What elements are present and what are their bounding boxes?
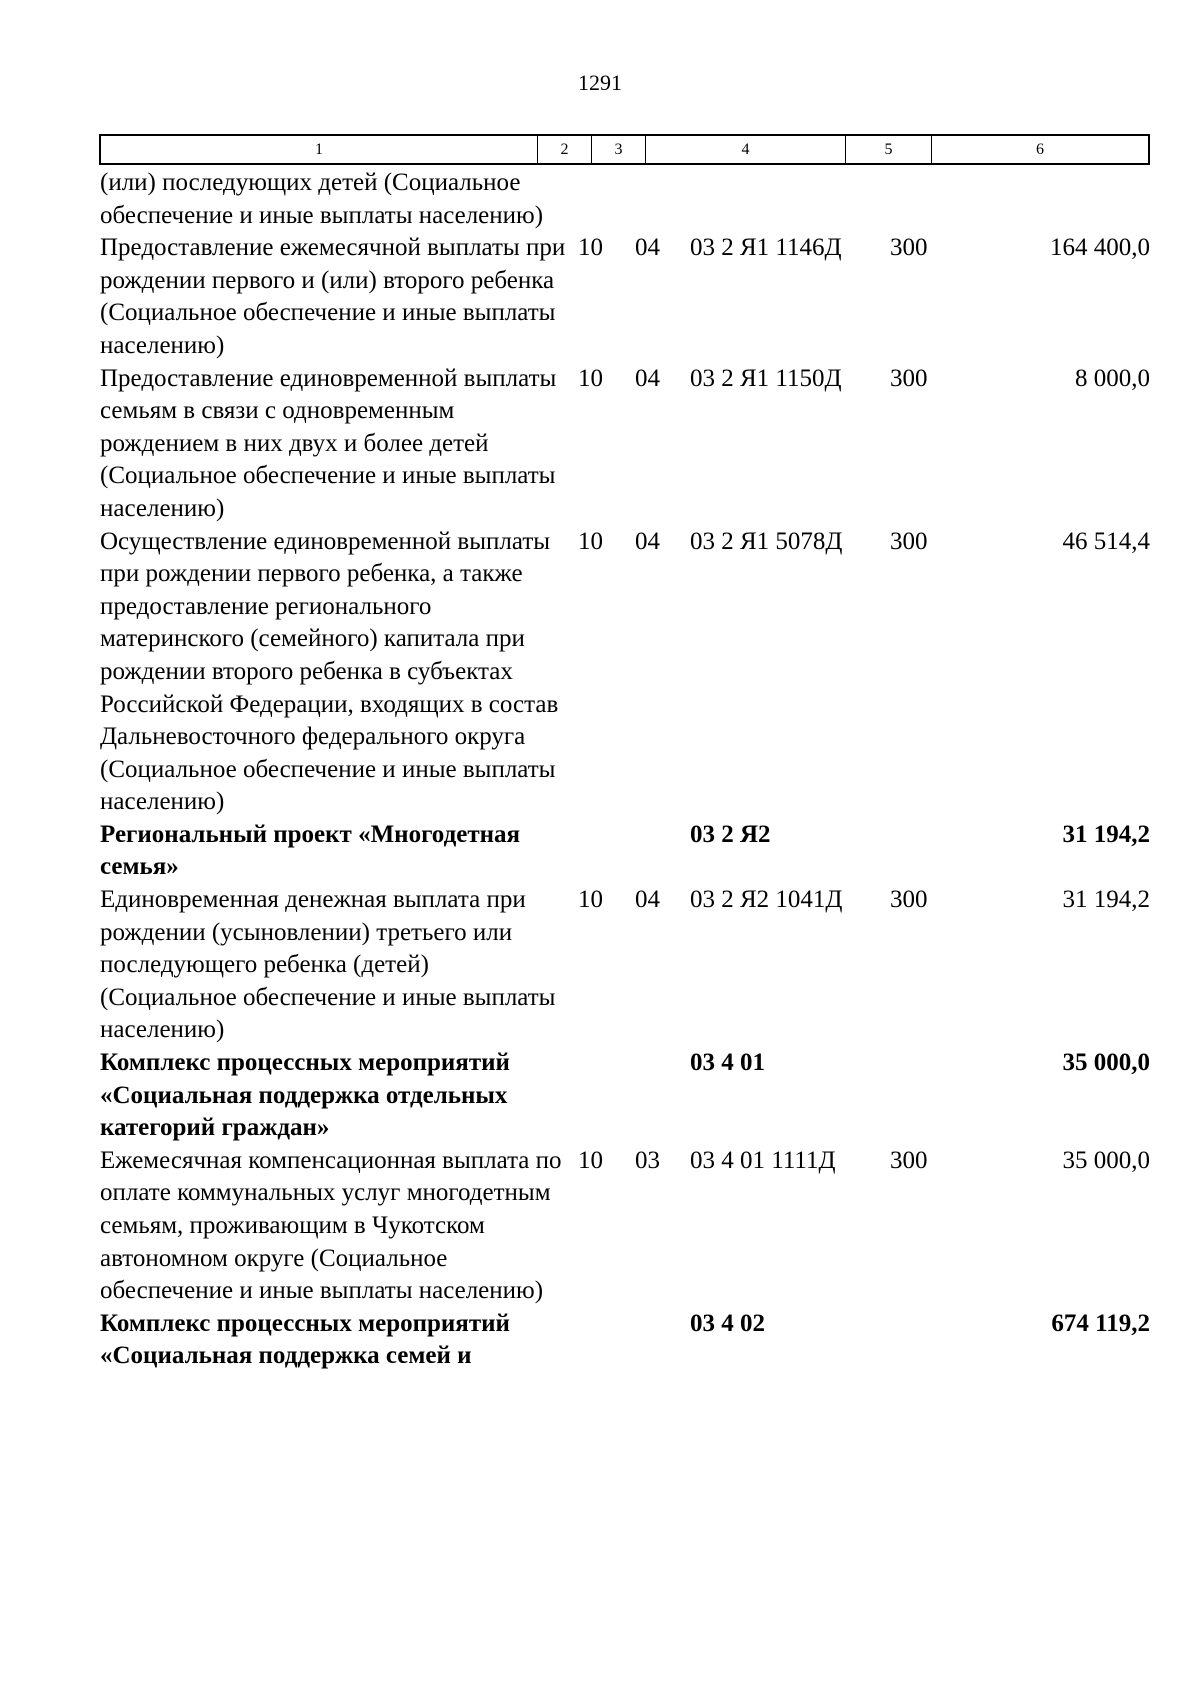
row-sum: 8 000,0 — [1075, 364, 1150, 392]
row-rz: 10 — [578, 527, 603, 555]
row-vr — [886, 1308, 972, 1373]
row-vr: 300 — [890, 527, 928, 555]
row-csr: 03 4 02 — [690, 1309, 765, 1337]
row-description: Предоставление ежемесячной выплаты при рождении первого и (или) второго ребенка (Социальное обеспечение и иные выплаты населению) — [100, 234, 566, 359]
row-sum: 674 119,2 — [1051, 1309, 1150, 1337]
row-vr — [886, 167, 972, 232]
row-csr: 03 2 Я1 1150Д — [690, 364, 842, 392]
table-row — [100, 526, 1150, 819]
row-sum: 164 400,0 — [1050, 234, 1150, 262]
table-row-section — [100, 819, 1150, 884]
header-col-3: 3 — [592, 136, 646, 163]
row-description: Комплекс процессных мероприятий «Социальная поддержка отдельных категорий граждан» — [100, 1049, 510, 1142]
table-row — [100, 167, 1150, 232]
row-rz: 10 — [578, 1146, 603, 1174]
row-vr: 300 — [890, 364, 928, 392]
row-csr — [686, 167, 886, 232]
row-pr — [629, 1308, 686, 1373]
row-description: Региональный проект «Многодетная семья» — [100, 820, 521, 881]
table-row — [100, 232, 1150, 362]
row-sum: 35 000,0 — [1062, 1049, 1150, 1077]
table-row — [100, 363, 1150, 526]
row-rz: 10 — [578, 234, 603, 262]
row-rz: 10 — [578, 364, 603, 392]
row-vr — [886, 819, 972, 884]
row-sum: 31 194,2 — [1062, 820, 1150, 848]
row-rz — [572, 819, 629, 884]
row-rz — [572, 167, 629, 232]
row-pr: 04 — [635, 527, 660, 555]
table-row-section — [100, 1047, 1150, 1145]
row-pr: 04 — [635, 886, 660, 914]
row-description: Единовременная денежная выплата при рождении (усыновлении) третьего или последующего ребенка (детей) (Социальное обеспечение и иные выплаты населению) — [100, 886, 556, 1044]
row-pr: 04 — [635, 364, 660, 392]
row-rz: 10 — [578, 886, 603, 914]
row-vr — [886, 1047, 972, 1145]
row-csr: 03 2 Я1 5078Д — [690, 527, 843, 555]
header-col-6: 6 — [1036, 141, 1044, 158]
row-sum: 31 194,2 — [1062, 886, 1150, 914]
row-vr: 300 — [890, 886, 928, 914]
row-sum — [972, 167, 1150, 232]
page-number: 1291 — [578, 70, 622, 95]
row-pr — [629, 1047, 686, 1145]
row-csr: 03 2 Я1 1146Д — [690, 234, 842, 262]
header-col-1: 1 — [101, 136, 538, 163]
row-description: Осуществление единовременной выплаты при рождении первого ребенка, а также предоставление регионального материнского (семейного) капитала при рождении второго ребенка в субъектах Российской Федерации, входящих в состав Дальневосточного федерального округа (Социальное обеспечение и иные выплаты населению) — [100, 527, 559, 816]
row-sum: 46 514,4 — [1062, 527, 1150, 555]
row-vr: 300 — [890, 1146, 928, 1174]
row-description: Предоставление единовременной выплаты семьям в связи с одновременным рождением в них двух и более детей (Социальное обеспечение и иные выплаты населению) — [100, 364, 557, 522]
table-header — [99, 134, 1150, 165]
row-description-text: (или) последующих детей (Социальное обеспечение и иные выплаты населению) — [100, 169, 544, 229]
row-csr: 03 2 Я2 1041Д — [690, 886, 843, 914]
row-csr: 03 4 01 1111Д — [690, 1146, 836, 1174]
row-pr: 04 — [635, 234, 660, 262]
table-row — [100, 884, 1150, 1047]
row-rz — [572, 1308, 629, 1373]
table-body — [100, 167, 1150, 1373]
row-vr: 300 — [890, 234, 928, 262]
row-description — [100, 167, 572, 232]
header-col-5: 5 — [846, 136, 932, 163]
row-csr: 03 4 01 — [690, 1049, 765, 1077]
row-description: Ежемесячная компенсационная выплата по оплате коммунальных услуг многодетным семьям, проживающим в Чукотском автономном округе (Социальное обеспечение и иные выплаты населению) — [100, 1146, 562, 1305]
table-row-section — [100, 1308, 1150, 1373]
row-rz — [572, 1047, 629, 1145]
header-col-2: 2 — [538, 136, 592, 163]
row-pr — [629, 167, 686, 232]
row-pr — [629, 819, 686, 884]
header-col-4: 4 — [646, 136, 846, 163]
row-csr: 03 2 Я2 — [690, 820, 771, 848]
row-pr: 03 — [635, 1146, 660, 1174]
row-sum: 35 000,0 — [1062, 1146, 1150, 1174]
row-description: Комплекс процессных мероприятий «Социальная поддержка семей и — [100, 1309, 510, 1370]
table-row — [100, 1145, 1150, 1308]
